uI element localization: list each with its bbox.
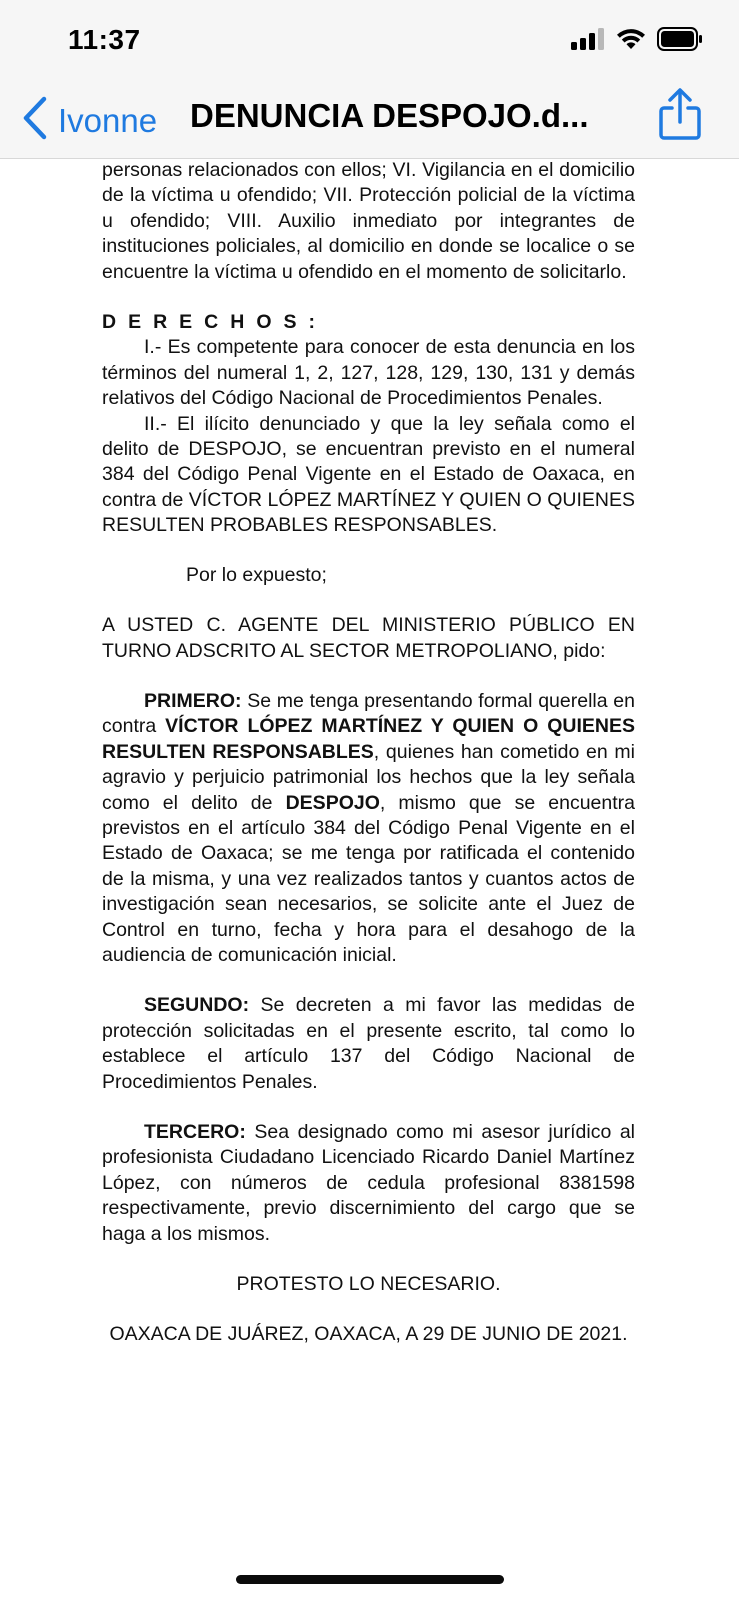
- document-body: [102, 158, 635, 1348]
- share-button[interactable]: [657, 86, 703, 147]
- a-usted-paragraph: A USTED C. AGENTE DEL MINISTERIO PÚBLICO EN TURNO ADSCRITO AL SECTOR METROPOLIANO, pido:: [102, 614, 635, 662]
- navigation-bar: [0, 82, 739, 159]
- document-title: DENUNCIA DESPOJO.d...: [190, 97, 589, 134]
- derechos-heading: DERECHOS:: [102, 311, 328, 334]
- segundo-text: Se decreten a mi favor las medidas de protección solicitadas en el presente escrito, tal como lo establece el artículo 137 del Código Nacional de Procedimientos Penales.: [102, 994, 635, 1093]
- tercero-text: Sea designado como mi asesor jurídico al profesionista Ciudadano Licenciado Ricardo Daniel Martínez López, con números de cedula profesional 8381598 respectivamente, previo discernimiento del cargo que se haga a los mismos.: [102, 1121, 635, 1245]
- status-time: 11:37: [68, 24, 141, 55]
- status-icons: [571, 28, 703, 54]
- home-indicator[interactable]: [236, 1575, 504, 1584]
- derecho-1: I.- Es competente para conocer de esta denuncia en los términos del numeral 1, 2, 127, 128, 129, 130, 131 y demás relativos del Código Nacional de Procedimientos Penales.: [102, 336, 635, 410]
- segundo-paragraph: [102, 993, 635, 1095]
- primero-accused: VÍCTOR LÓPEZ MARTÍNEZ Y QUIEN O QUIENES RESULTEN RESPONSABLES: [102, 715, 635, 763]
- back-button[interactable]: [22, 96, 157, 145]
- primero-text-3: , mismo que se encuentra previstos en el artículo 384 del Código Penal Vigente en el Estado de Oaxaca; se me tenga por ratificada el contenido de la misma, y una vez realizados tantos y cuantos actos de investigación sean necesarios, se solicite ante el Juez de Control en turno, fecha y hora para el desahogo de la audiencia de comunicación inicial.: [102, 791, 635, 966]
- tercero-label: TERCERO:: [144, 1121, 246, 1143]
- primero-delito: DESPOJO: [285, 791, 380, 814]
- status-bar: [0, 0, 739, 82]
- por-lo-expuesto: Por lo expuesto;: [186, 563, 327, 586]
- derecho-2: II.- El ilícito denunciado y que la ley señala como el delito de DESPOJO, se encuentran previsto en el numeral 384 del Código Penal Vigente en el Estado de Oaxaca, en contra de VÍCTOR LÓPEZ MARTÍNEZ Y QUIEN O QUIENES RESULTEN PROBABLES RESPONSABLES.: [102, 412, 635, 537]
- primero-text-2: , quienes han cometido en mi agravio y perjuicio patrimonial los hechos que la ley señala como el delito de: [102, 740, 635, 814]
- segundo-label: SEGUNDO:: [144, 994, 250, 1017]
- primero-label: PRIMERO:: [144, 689, 242, 712]
- lugar-fecha: OAXACA DE JUÁREZ, OAXACA, A 29 DE JUNIO DE 2021.: [109, 1323, 628, 1346]
- cellular-signal-icon: [571, 28, 605, 55]
- paragraph-medidas-proteccion: personas relacionados con ellos; VI. Vigilancia en el domicilio de la víctima u ofendido; VII. Protección policial de la víctima u ofendido; VIII. Auxilio inmediato por integrantes de instituciones policiales, al domicilio en donde se localice o se encuentre la víctima u ofendido en el momento de solicitarlo.: [102, 159, 635, 283]
- primero-paragraph: [102, 689, 635, 968]
- battery-icon: [657, 27, 703, 56]
- back-label: Ivonne: [58, 101, 158, 139]
- share-icon: [657, 129, 703, 146]
- wifi-icon: [615, 27, 647, 56]
- tercero-paragraph: [102, 1120, 635, 1247]
- primero-text-1: Se me tenga presentando formal querella en contra: [102, 689, 635, 738]
- chevron-left-icon: [22, 96, 48, 145]
- protesto: PROTESTO LO NECESARIO.: [236, 1273, 501, 1296]
